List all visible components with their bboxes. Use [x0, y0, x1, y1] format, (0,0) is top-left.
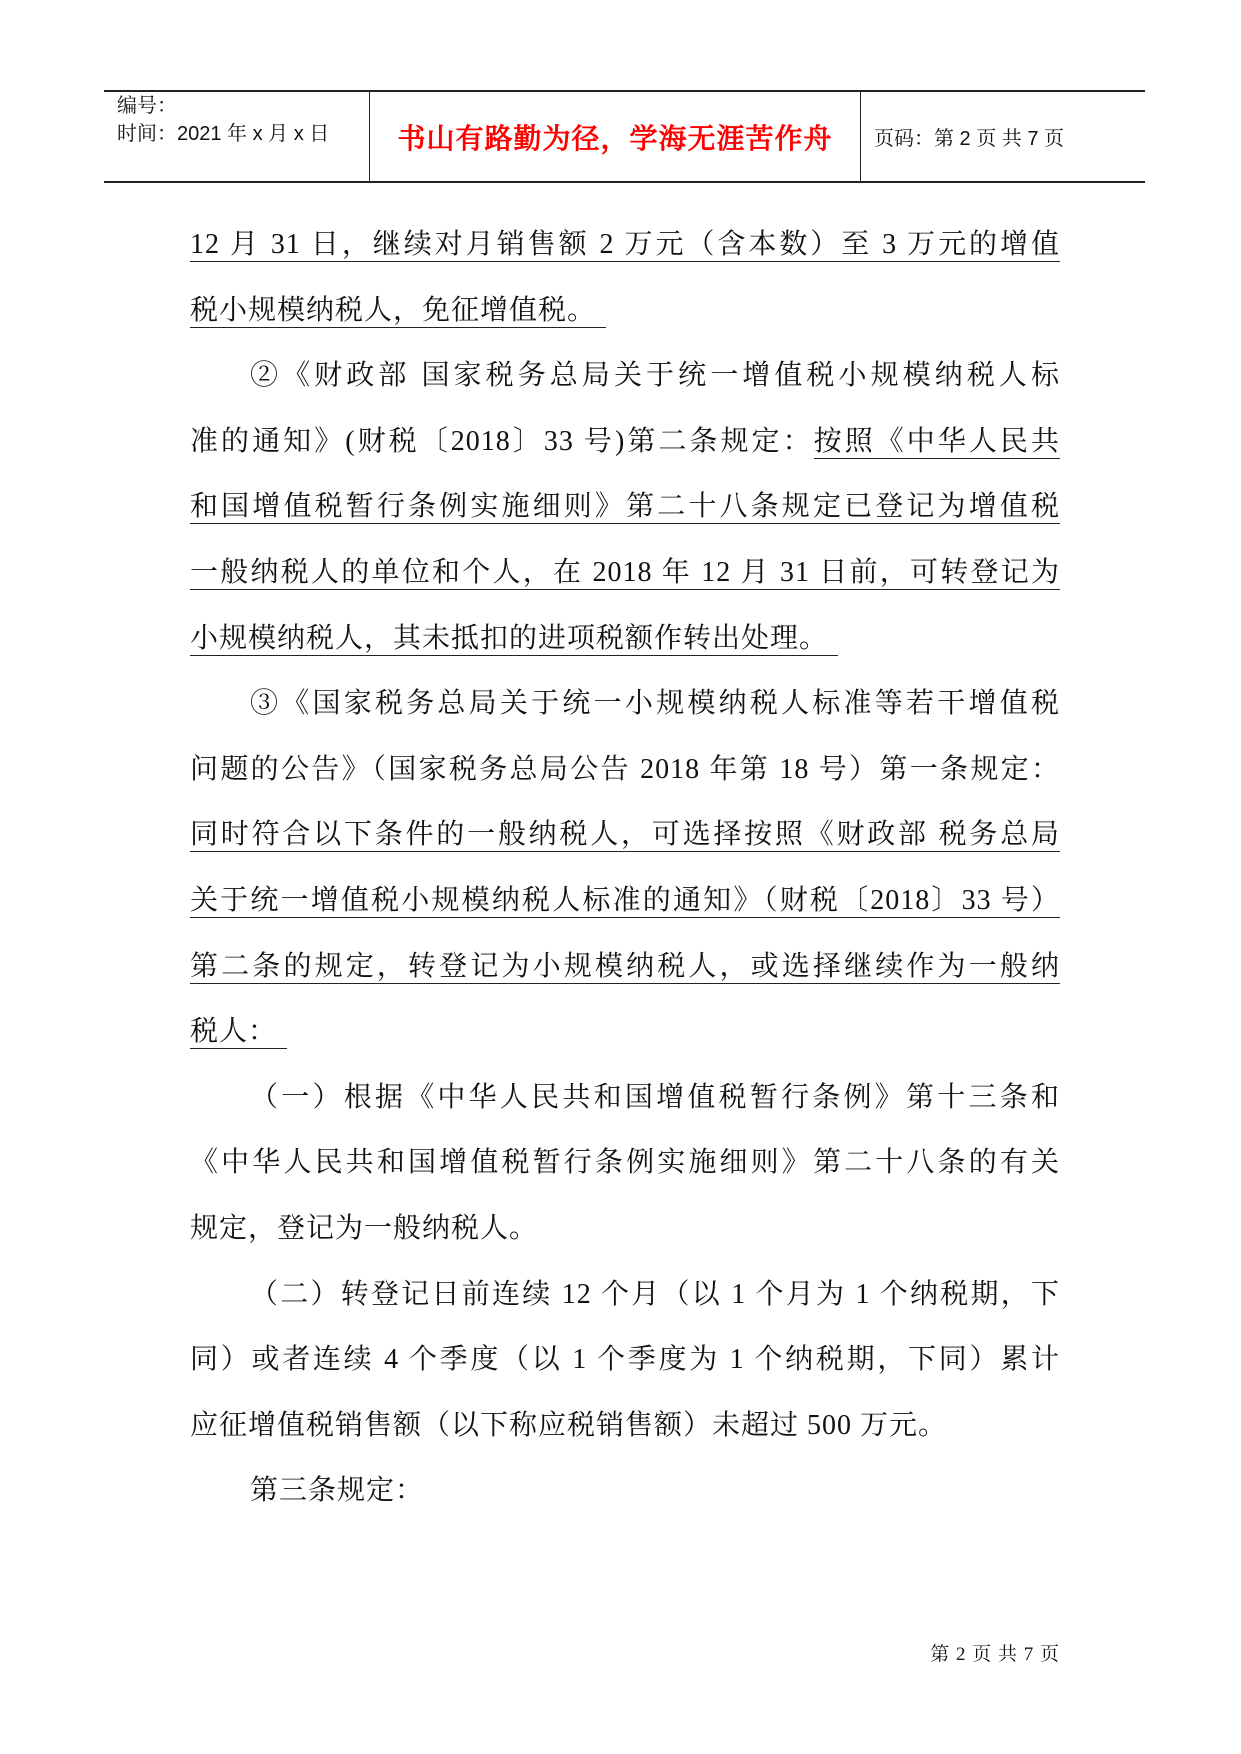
body-line	[190, 540, 1060, 606]
header-slogan-cell	[370, 92, 861, 181]
underlined-text: 小规模纳税人，其未抵扣的进项税额作转出处理。	[190, 623, 838, 656]
header-info-cell	[104, 92, 370, 181]
body-line	[190, 606, 1060, 672]
footer-page-number: 第 2 页 共 7 页	[930, 1644, 1060, 1665]
body-text: 应征增值税销售额（以下称应税销售额）未超过 500 万元。	[190, 1409, 948, 1441]
body-line	[190, 343, 1060, 409]
body-line	[190, 868, 1060, 934]
header-page-number: 页码：第 2 页 共 7 页	[874, 128, 1065, 150]
body-line	[190, 1130, 1060, 1196]
underlined-text: 一般纳税人的单位和个人，在 2018 年 12 月 31 日前，可转登记为	[190, 556, 1060, 588]
underlined-text: 税小规模纳税人，免征增值税。	[190, 295, 606, 328]
body-text: （二）转登记日前连续 12 个月（以 1 个月为 1 个纳税期，下	[250, 1278, 1060, 1310]
body-text: 第三条规定：	[250, 1475, 425, 1507]
body-line	[190, 934, 1060, 1000]
body-text: 问题的公告》（国家税务总局公告 2018 年第 18 号）第一条规定：	[190, 753, 1060, 785]
body-line	[190, 802, 1060, 868]
body-line	[190, 1327, 1060, 1393]
header-slogan: 书山有路勤为径，学海无涯苦作舟	[397, 123, 833, 155]
underlined-text: 按照《中华人民共	[813, 425, 1060, 457]
body-line	[190, 1065, 1060, 1131]
underlined-text: 12 月 31 日，继续对月销售额 2 万元（含本数）至 3 万元的增值	[190, 229, 1060, 260]
header-page-cell	[861, 92, 1145, 181]
body-line	[190, 671, 1060, 737]
page-footer	[930, 1643, 1060, 1667]
body-line	[190, 737, 1060, 803]
body-line	[190, 1196, 1060, 1262]
document-header	[104, 90, 1145, 183]
body-line	[190, 999, 1060, 1065]
underlined-text: 和国增值税暂行条例实施细则》第二十八条规定已登记为增值税	[190, 491, 1060, 523]
body-line	[190, 1393, 1060, 1459]
underlined-text: 第二条的规定，转登记为小规模纳税人，或选择继续作为一般纳	[190, 950, 1060, 982]
body-text: 准的通知》(财税〔2018〕33 号)第二条规定：	[190, 425, 814, 457]
underlined-text: 同时符合以下条件的一般纳税人，可选择按照《财政部 税务总局	[190, 819, 1060, 851]
body-text: 同）或者连续 4 个季度（以 1 个季度为 1 个纳税期，下同）累计	[190, 1344, 1060, 1376]
body-text: （一）根据《中华人民共和国增值税暂行条例》第十三条和	[250, 1081, 1060, 1113]
body-line	[190, 278, 1060, 344]
body-line	[190, 212, 1060, 278]
body-text: 《中华人民共和国增值税暂行条例实施细则》第二十八条的有关	[190, 1147, 1060, 1179]
body-line	[190, 409, 1060, 475]
body-line	[190, 1458, 1060, 1524]
body-text: 规定，登记为一般纳税人。	[190, 1212, 539, 1244]
body-line	[190, 474, 1060, 540]
document-number-label: 编号：	[117, 95, 177, 117]
underlined-text: 关于统一增值税小规模纳税人标准的通知》（财税〔2018〕33 号）	[190, 884, 1060, 916]
document-date-label: 时间：2021 年 x 月 x 日	[117, 123, 330, 145]
body-text: ②《财政部 国家税务总局关于统一增值税小规模纳税人标	[250, 360, 1060, 392]
body-text: ③《国家税务总局关于统一小规模纳税人标准等若干增值税	[250, 688, 1060, 720]
underlined-text: 税人：	[190, 1016, 287, 1049]
body-line	[190, 1262, 1060, 1328]
document-body	[190, 212, 1060, 1524]
